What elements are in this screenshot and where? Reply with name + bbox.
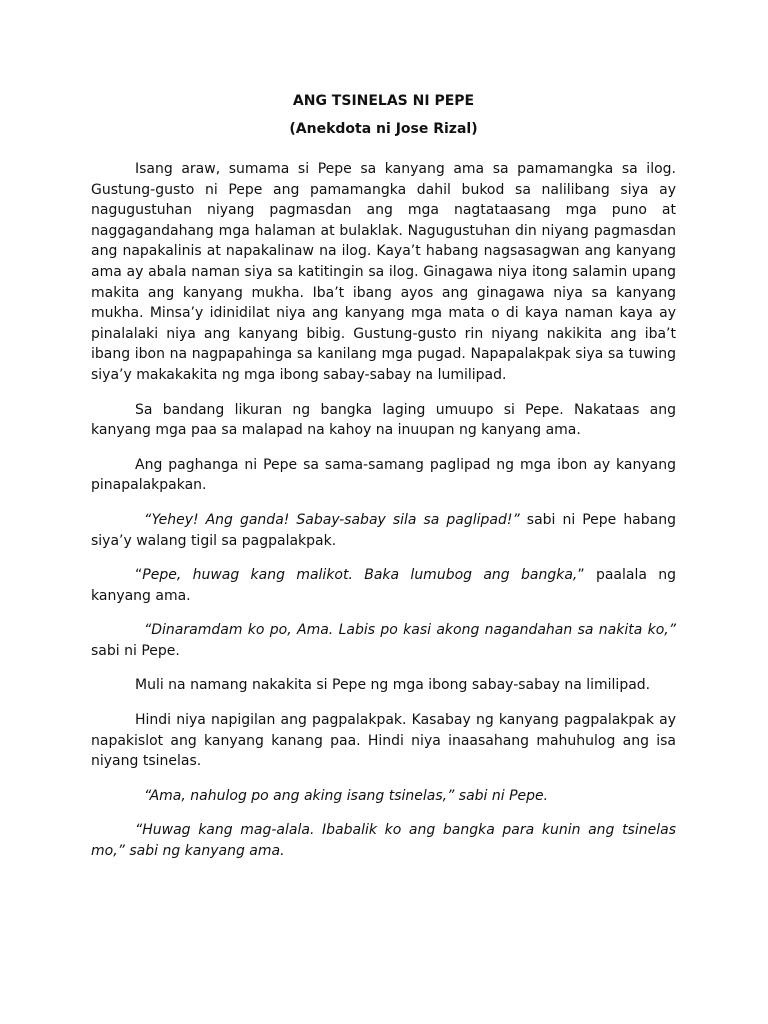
- dialogue-tag: sabi ni Pepe.: [91, 642, 180, 659]
- paragraph-7: Muli na namang nakakita si Pepe ng mga ibong sabay-sabay na limilipad.: [135, 677, 651, 694]
- dialogue-quote: “Dinaramdam ko po, Ama. Labis po kasi akong nagandahan sa nakita ko,”: [144, 622, 676, 639]
- paragraph-9: [91, 786, 676, 807]
- paragraph-6: [91, 620, 676, 661]
- dialogue-tag: sabi ni Pepe habang siya’y walang tigil sa pagpalakpak.: [91, 511, 676, 549]
- paragraph-2: Sa bandang likuran ng bangka laging umuupo si Pepe. Nakataas ang kanyang mga paa sa malapad na kahoy na inuupan ng kanyang ama.: [91, 401, 676, 439]
- dialogue-quote: Pepe, huwag kang malikot. Baka lumubog ang bangka,: [142, 567, 578, 584]
- paragraph-3: Ang paghanga ni Pepe sa sama-samang paglipad ng mga ibon ay kanyang pinapalakpakan.: [91, 456, 676, 494]
- dialogue-open-quote: “: [135, 567, 143, 584]
- document-title: ANG TSINELAS NI PEPE: [292, 93, 475, 109]
- document-page: [91, 90, 676, 862]
- paragraph-5: [91, 565, 676, 606]
- paragraph-10: [91, 820, 676, 861]
- dialogue-quote: “Ama, nahulog po ang aking isang tsinelas,” sabi ni Pepe.: [144, 787, 549, 804]
- paragraph-4: [91, 510, 676, 551]
- dialogue-quote: “Huwag kang mag-alala. Ibabalik ko ang bangka para kunin ang tsinelas mo,” sabi ng kanyang ama.: [91, 822, 676, 860]
- document-subtitle: (Anekdota ni Jose Rizal): [289, 121, 478, 137]
- dialogue-tag: ” paalala ng kanyang ama.: [91, 567, 676, 604]
- paragraph-8: Hindi niya napigilan ang pagpalakpak. Kasabay ng kanyang pagpalakpak ay napakislot ang kanyang kanang paa. Hindi niya inaasahang mahuhulog ang isa niyang tsinelas.: [91, 712, 676, 770]
- dialogue-quote: “Yehey! Ang ganda! Sabay-sabay sila sa paglipad!”: [144, 511, 520, 528]
- paragraph-1: Isang araw, sumama si Pepe sa kanyang ama sa pamamangka sa ilog. Gustung-gusto ni Pepe ang pamamangka dahil bukod sa nalilibang siya ay nagugustuhan niyang pagmasdan ang mga nagtataasang mga puno at naggagandahang mga halaman at bulaklak. Nagugustuhan din niyang pagmasdan ang napakalinis at napakalinaw na ilog. Kaya’t habang nagsasagwan ang kanyang ama ay abala naman siya sa katitingin sa ilog. Ginagawa niya itong salamin upang makita ang kanyang mukha. Iba’t ibang ayos ang ginagawa niya sa kanyang mukha. Minsa’y idinidilat niya ang kanyang mga mata o di kaya naman kaya ay pinalalaki niya ang kanyang bibig. Gustung-gusto rin niyang nakikita ang iba’t ibang ibon na nagpapahinga sa kanilang mga pugad. Napapalakpak siya sa tuwing siya’y makakakita ng mga ibong sabay-sabay na lumilipad.: [91, 161, 676, 383]
